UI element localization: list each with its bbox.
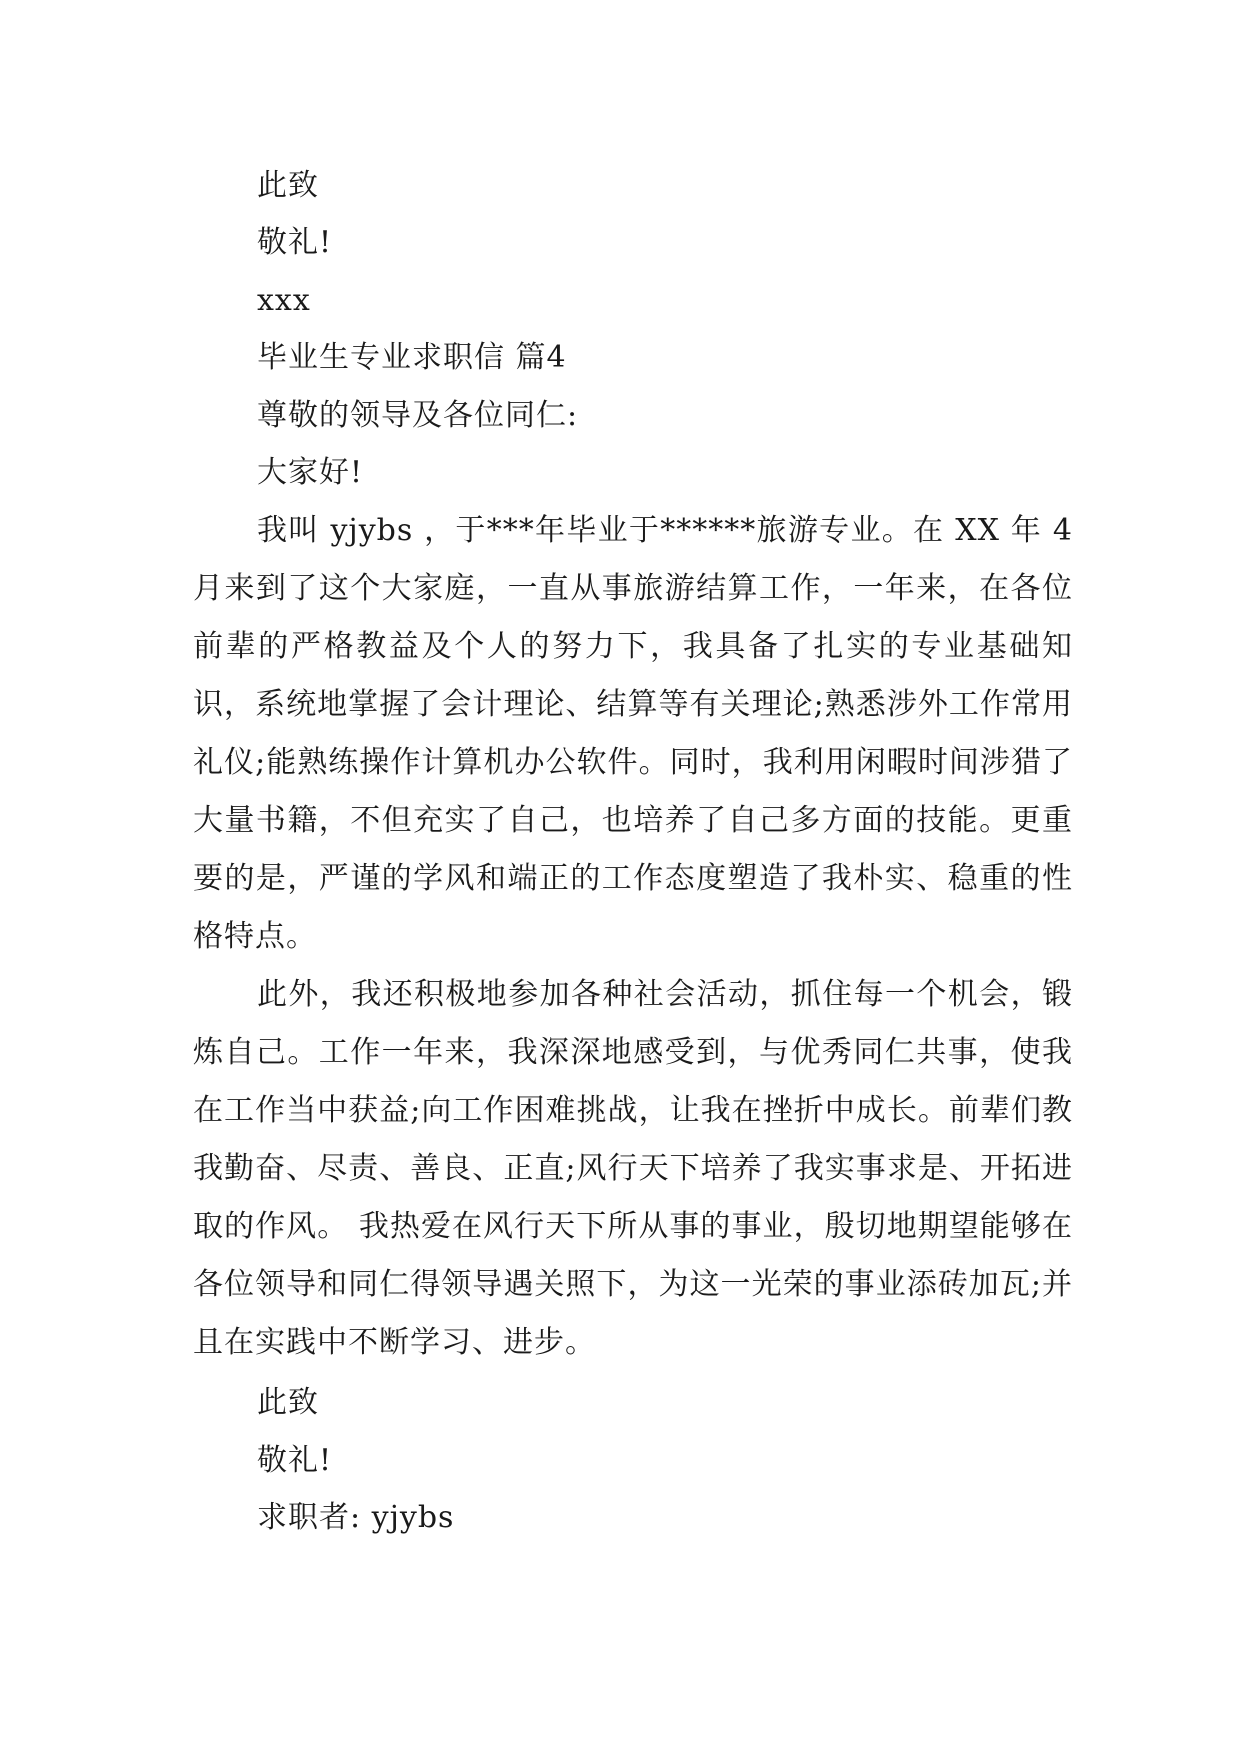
closing-salutation-2: 此致 <box>257 1385 319 1420</box>
applicant-signature: 求职者: yjybs <box>257 1500 455 1535</box>
closing-signature: xxx <box>257 283 311 318</box>
hello-line: 大家好! <box>257 455 364 490</box>
closing-salutation: 此致 <box>257 168 319 203</box>
closing-regards: 敬礼! <box>257 225 333 260</box>
greeting: 尊敬的领导及各位同仁: <box>257 398 579 433</box>
section-title: 毕业生专业求职信 篇4 <box>257 340 567 375</box>
body-paragraph-1: 我叫 yjybs ，于***年毕业于******旅游专业。在 XX 年 4 月来到了这个大家庭，一直从事旅游结算工作，一年来，在各位前辈的严格教益及个人的努力下，我具备了扎实的专业基础知识，系统地掌握了会计理论、结算等有关理论;熟悉涉外工作常用礼仪;能熟练操作计算机办公软件。同时，我利用闲暇时间涉猎了大量书籍，不但充实了自己，也培养了自己多方面的技能。更重要的是，严谨的学风和端正的工作态度塑造了我朴实、稳重的性格特点。 <box>193 513 1073 954</box>
closing-regards-2: 敬礼! <box>257 1443 333 1478</box>
body-paragraph-2: 此外，我还积极地参加各种社会活动，抓住每一个机会，锻炼自己。工作一年来，我深深地感受到，与优秀同仁共事，使我在工作当中获益;向工作困难挑战，让我在挫折中成长。前辈们教我勤奋、尽责、善良、正直;风行天下培养了我实事求是、开拓进取的作风。 我热爱在风行天下所从事的事业，殷切地期望能够在各位领导和同仁得领导遇关照下，为这一光荣的事业添砖加瓦;并且在实践中不断学习、进步。 <box>193 977 1073 1360</box>
